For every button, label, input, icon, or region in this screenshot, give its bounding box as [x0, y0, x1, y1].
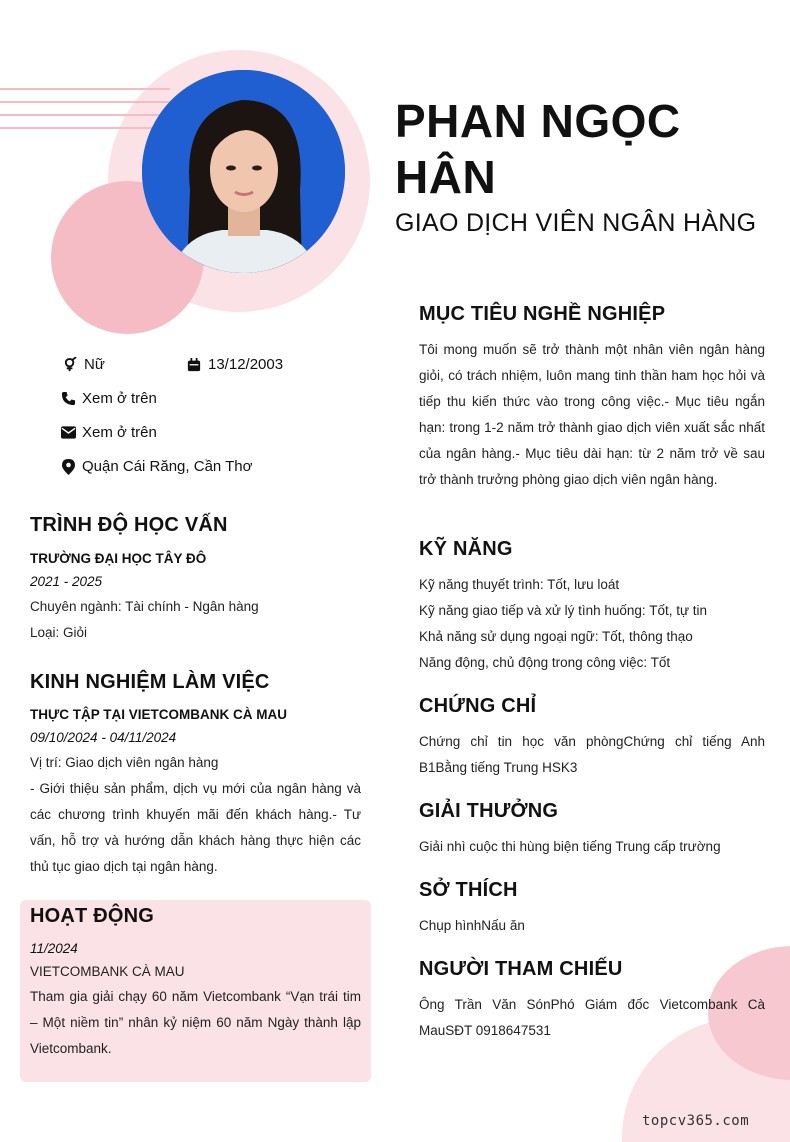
- education-grade: Loại: Giỏi: [30, 625, 88, 640]
- decor-lines: [0, 88, 170, 140]
- profile-title: GIAO DỊCH VIÊN NGÂN HÀNG: [395, 209, 757, 237]
- contact-email: [60, 424, 157, 441]
- calendar-icon: [186, 357, 202, 373]
- awards-text: Giải nhì cuộc thi hùng biện tiếng Trung cấp trường: [419, 839, 721, 854]
- profile-name: PHAN NGỌC HÂN: [395, 95, 681, 203]
- experience-description: - Giới thiệu sản phẩm, dịch vụ mới của ngân hàng và các chương trình khuyến mãi đến khách hàng.- Tư vấn, hỗ trợ và hướng dẫn khách hàng thực hiện các thủ tục giao dịch tại ngân hàng.: [30, 781, 361, 874]
- skill-item: Kỹ năng giao tiếp và xử lý tình huống: Tốt, tự tin: [419, 603, 707, 618]
- activities-description: Tham gia giải chạy 60 năm Vietcombank “Vạn trái tim – Một niềm tin” nhân kỷ niệm 60 năm Ngày thành lập Vietcombank.: [30, 989, 361, 1056]
- phone-value: Xem ở trên: [82, 390, 157, 407]
- hobbies-text: Chụp hìnhNấu ăn: [419, 918, 525, 933]
- gender-value: Nữ: [84, 356, 105, 373]
- skill-item: Khả năng sử dụng ngoại ngữ: Tốt, thông thạo: [419, 629, 693, 644]
- birthday-value: 13/12/2003: [208, 356, 284, 373]
- watermark: topcv365.com: [642, 1113, 750, 1129]
- certificates-heading: CHỨNG CHỈ: [419, 695, 537, 717]
- gender-icon: [62, 357, 78, 373]
- activities-heading: HOẠT ĐỘNG: [30, 905, 155, 927]
- objective-heading: MỤC TIÊU NGHỀ NGHIỆP: [419, 303, 666, 325]
- email-icon: [60, 425, 76, 441]
- contact-address: [60, 458, 253, 475]
- activities-org: VIETCOMBANK CÀ MAU: [30, 964, 185, 979]
- objective-text: Tôi mong muốn sẽ trở thành một nhân viên ngân hàng giỏi, có trách nhiệm, luôn mang tinh thần ham học hỏi và tiếp thu kiến thức vào trong công việc.- Mục tiêu ngắn hạn: trong 1-2 năm trở thành giao dịch viên xuất sắc nhất của ngân hàng.- Mục tiêu dài hạn: từ 2 năm trở về sau trở thành trưởng phòng giao dịch viên ngân hàng.: [419, 342, 765, 487]
- contact-gender: [62, 356, 105, 373]
- activities-date: 11/2024: [30, 941, 78, 956]
- education-major: Chuyên ngành: Tài chính - Ngân hàng: [30, 599, 259, 614]
- experience-heading: KINH NGHIỆM LÀM VIỆC: [30, 671, 270, 693]
- experience-position: Vị trí: Giao dịch viên ngân hàng: [30, 755, 219, 770]
- profile-photo: [142, 70, 345, 273]
- education-school: TRƯỜNG ĐẠI HỌC TÂY ĐÔ: [30, 551, 207, 566]
- references-text: Ông Trần Văn SónPhó Giám đốc Vietcombank Cà MauSĐT 0918647531: [419, 997, 765, 1038]
- phone-icon: [60, 391, 76, 407]
- skill-item: Kỹ năng thuyết trình: Tốt, lưu loát: [419, 577, 620, 592]
- address-value: Quận Cái Răng, Cần Thơ: [82, 458, 253, 475]
- education-period: 2021 - 2025: [30, 574, 103, 589]
- skills-heading: KỸ NĂNG: [419, 538, 513, 560]
- education-heading: TRÌNH ĐỘ HỌC VẤN: [30, 514, 228, 536]
- experience-period: 09/10/2024 - 04/11/2024: [30, 730, 177, 745]
- contact-birthday: [186, 356, 283, 373]
- location-icon: [60, 459, 76, 475]
- awards-heading: GIẢI THƯỞNG: [419, 800, 559, 822]
- hobbies-heading: SỞ THÍCH: [419, 879, 518, 901]
- certificates-text: Chứng chỉ tin học văn phòngChứng chỉ tiếng Anh B1Bằng tiếng Trung HSK3: [419, 734, 765, 775]
- skill-item: Năng động, chủ động trong công việc: Tốt: [419, 655, 671, 670]
- experience-company: THỰC TẬP TẠI VIETCOMBANK CÀ MAU: [30, 707, 287, 722]
- references-heading: NGƯỜI THAM CHIẾU: [419, 958, 623, 980]
- contact-phone: [60, 390, 157, 407]
- email-value: Xem ở trên: [82, 424, 157, 441]
